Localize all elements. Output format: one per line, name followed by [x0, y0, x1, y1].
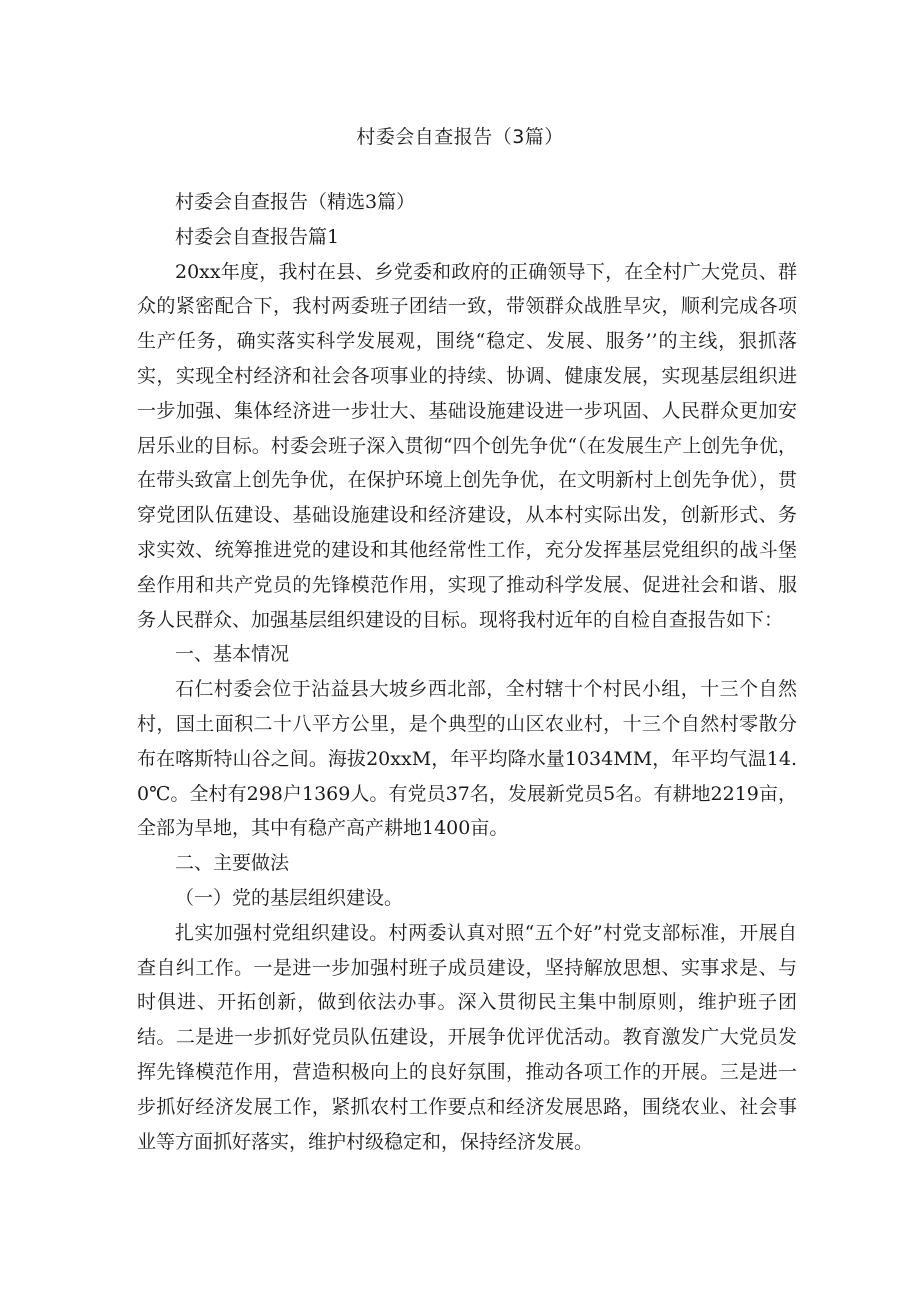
section-heading-part1: 村委会自查报告篇1: [175, 225, 340, 248]
subsection-heading-party: （一）党的基层组织建设。: [175, 886, 404, 909]
party-building-paragraph: 扎实加强村党组织建设。村两委认真对照“五个好”村党支部标准，开展自查自纠工作。一是进一步加强村班子成员建设，坚持解放思想、实事求是、与时俱进、开拓创新，做到依法办事。深入贯彻民主集中制原则，维护班子团结。二是进一步抓好党员队伍建设，开展争优评优活动。教育激发广大党员发挥先锋模范作用，营造积极向上的良好氛围，推动各项工作的开展。三是进一步抓好经济发展工作，紧抓农村工作要点和经济发展思路，围绕农业、社会事业等方面抓好落实，维护村级稳定和，保持经济发展。: [137, 921, 797, 1153]
document-title: 村委会自查报告（3篇）: [356, 126, 564, 148]
intro-paragraph: 20xx年度，我村在县、乡党委和政府的正确领导下，在全村广大党员、群众的紧密配合下，我村两委班子团结一致，带领群众战胜旱灾，顺利完成各项生产任务，确实落实科学发展观，围绕“稳定、发展、服务’’的主线，狠抓落实，实现全村经济和社会各项事业的持续、协调、健康发展，实现基层组织进一步加强、集体经济进一步壮大、基础设施建设进一步巩固、人民群众更加安居乐业的目标。村委会班子深入贯彻“四个创先争优“（在发展生产上创先争优，在带头致富上创先争优，在保护环境上创先争优，在文明新村上创先争优），贯穿党团队伍建设、基础设施建设和经济建设，从本村实际出发，创新形式、务求实效、统筹推进党的建设和其他经常性工作，充分发挥基层党组织的战斗堡垒作用和共产党员的先锋模范作用，实现了推动科学发展、促进社会和谐、服务人民群众、加强基层组织建设的目标。现将我村近年的自检自查报告如下：: [137, 260, 797, 631]
document-body: [137, 185, 797, 1159]
subtitle-paragraph: 村委会自查报告（精选3篇）: [175, 191, 416, 213]
section-heading-methods: 二、主要做法: [175, 852, 290, 875]
section-heading-basic: 一、基本情况: [175, 643, 290, 666]
basic-info-paragraph: 石仁村委会位于沾益县大坡乡西北部，全村辖十个村民小组，十三个自然村，国土面积二十八平方公里，是个典型的山区农业村，十三个自然村零散分布在喀斯特山谷之间。海拔20xxM，年平均降水量1034MM，年平均气温14.0℃。全村有298户1369人。有党员37名，发展新党员5名。有耕地2219亩，全部为旱地，其中有稳产高产耕地1400亩。: [137, 678, 797, 840]
